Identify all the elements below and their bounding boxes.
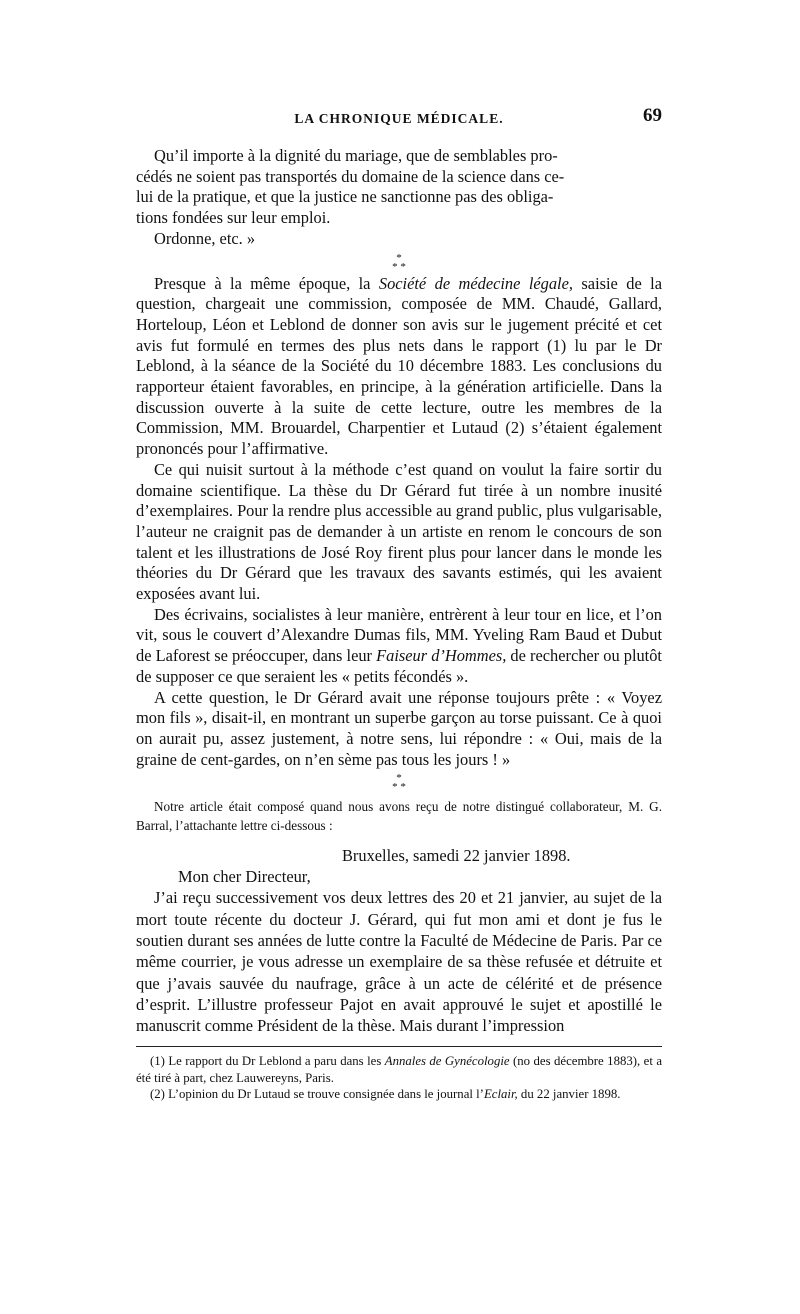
editor-note: Notre article était composé quand nous avons reçu de notre distingué collaborateur, M. G. Barral, l’attachante lettre ci-dessous : [136,799,662,833]
footnote-1-italic: Annales de Gynécologie [384,1054,510,1069]
paragraph-1-line: cédés ne soient pas transportés du domaine de la science dans ce- [136,166,565,186]
footnote-2-italic: Eclair, [483,1087,518,1102]
asterism-bottom: * * [392,781,406,794]
asterism-top: * [396,251,402,264]
page-header [136,105,662,129]
letter-body: J’ai reçu successivement vos deux lettres des 20 et 21 janvier, au sujet de la mort toute récente du docteur J. Gérard, qui fut mon ami et dont je fus le soutien durant ses années de lutte contre la Faculté de Médecine de Paris. Par ce même courrier, je vous adresse un exemplaire de sa thèse refusée et détruite et que j’avais sauvée du naufrage, grâce à un acte de célérité et de présence d’esprit. L’illustre professeur Pajot en avait approuvé le sujet et apostillé le manuscrit comme Président de la thèse. Mais durant l’impression [136,888,662,1036]
paragraph-3-rest: saisie de la question, chargeait une commission, composée de MM. Chaudé, Gallard, Horteloup, Léon et Leblond de donner son avis sur le jugement précité et cet avis fut formulé en termes des plus nets dans le rapport (1) lu par le Dr Leblond, à la séance de la Société du 10 décembre 1883. Les conclusions du rapporteur étaient favorables, en principe, à la génération artificielle. Dans la discussion ouverte à la suite de cette lecture, outre les membres de la Commission, MM. Brouardel, Charpentier et Lutaud (2) s’étaient également prononcés pour l’affirmative. [136,273,662,459]
footnote-2 [136,1086,662,1103]
page-body [136,146,662,1103]
asterism-divider [136,250,662,274]
paragraph-3-italic: Société de médecine légale, [378,273,573,293]
footnote-2-rest: du 22 janvier 1898. [517,1087,621,1102]
paragraph-3 [136,274,662,460]
footnote-1-start: (1) Le rapport du Dr Leblond a paru dans les [150,1054,385,1069]
paragraph-4: Ce qui nuisit surtout à la méthode c’est quand on voulut la faire sortir du domaine scientifique. La thèse du Dr Gérard fut tirée à un nombre inusité d’exemplaires. Pour la rendre plus accessible au grand public, plus vulgarisable, l’auteur ne craignit pas de demander à un artiste en renom le concours de son talent et les illustrations de José Roy firent plus pour lancer dans le monde les théories du Dr Gérard que les travaux des savants estimés, qui les avaient exposées avant lui. [136,459,662,604]
paragraph-1-line: tions fondées sur leur emploi. [136,208,331,228]
letter-date: Bruxelles, samedi 22 janvier 1898. [342,846,571,866]
footnote-rule [136,1046,662,1047]
running-head: LA CHRONIQUE MÉDICALE. [294,111,504,126]
paragraph-1 [136,146,662,229]
paragraph-6: A cette question, le Dr Gérard avait une réponse toujours prête : « Voyez mon fils », disait-il, en montrant un superbe garçon au torse puissant. Ce à quoi on aurait pu, assez justement, à notre sens, lui répondre : « Oui, mais de la graine de cent-gardes, on n’en sème pas tous les jours ! » [136,687,662,769]
footnote-1-rest: (no des décembre 1883), et a été tiré à part, chez Lauwereyns, Paris. [136,1054,663,1085]
paragraph-5 [136,605,662,688]
paragraph-3-start: Presque à la même époque, la [154,273,379,293]
footnote-1 [136,1053,662,1086]
asterism-divider [136,770,662,794]
letter-salutation: Mon cher Directeur, [178,867,311,887]
asterism-top: * [396,772,402,785]
paragraph-1-line: lui de la pratique, et que la justice ne sanctionne pas des obliga- [136,187,554,207]
paragraph-5-start: Des écrivains, socialistes à leur manière, entrèrent à leur tour en lice, et l’on vit, sous le couvert d’Alexandre Dumas fils, MM. Yveling Ram Baud et Dubut de Laforest se préoccuper, dans leur [136,604,662,666]
paragraph-5-italic: Faiseur d’Hommes, [376,646,507,666]
paragraph-2: Ordonne, etc. » [154,228,256,248]
paragraph-5-rest: de rechercher ou plutôt de supposer ce que seraient les « petits fécondés ». [136,646,662,686]
asterism-bottom: * * [392,260,406,273]
footnote-2-start: (2) L’opinion du Dr Lutaud se trouve consignée dans le journal l’ [150,1087,484,1102]
page-number: 69 [643,105,662,126]
paragraph-1-line: Qu’il importe à la dignité du mariage, que de semblables pro- [154,146,558,165]
